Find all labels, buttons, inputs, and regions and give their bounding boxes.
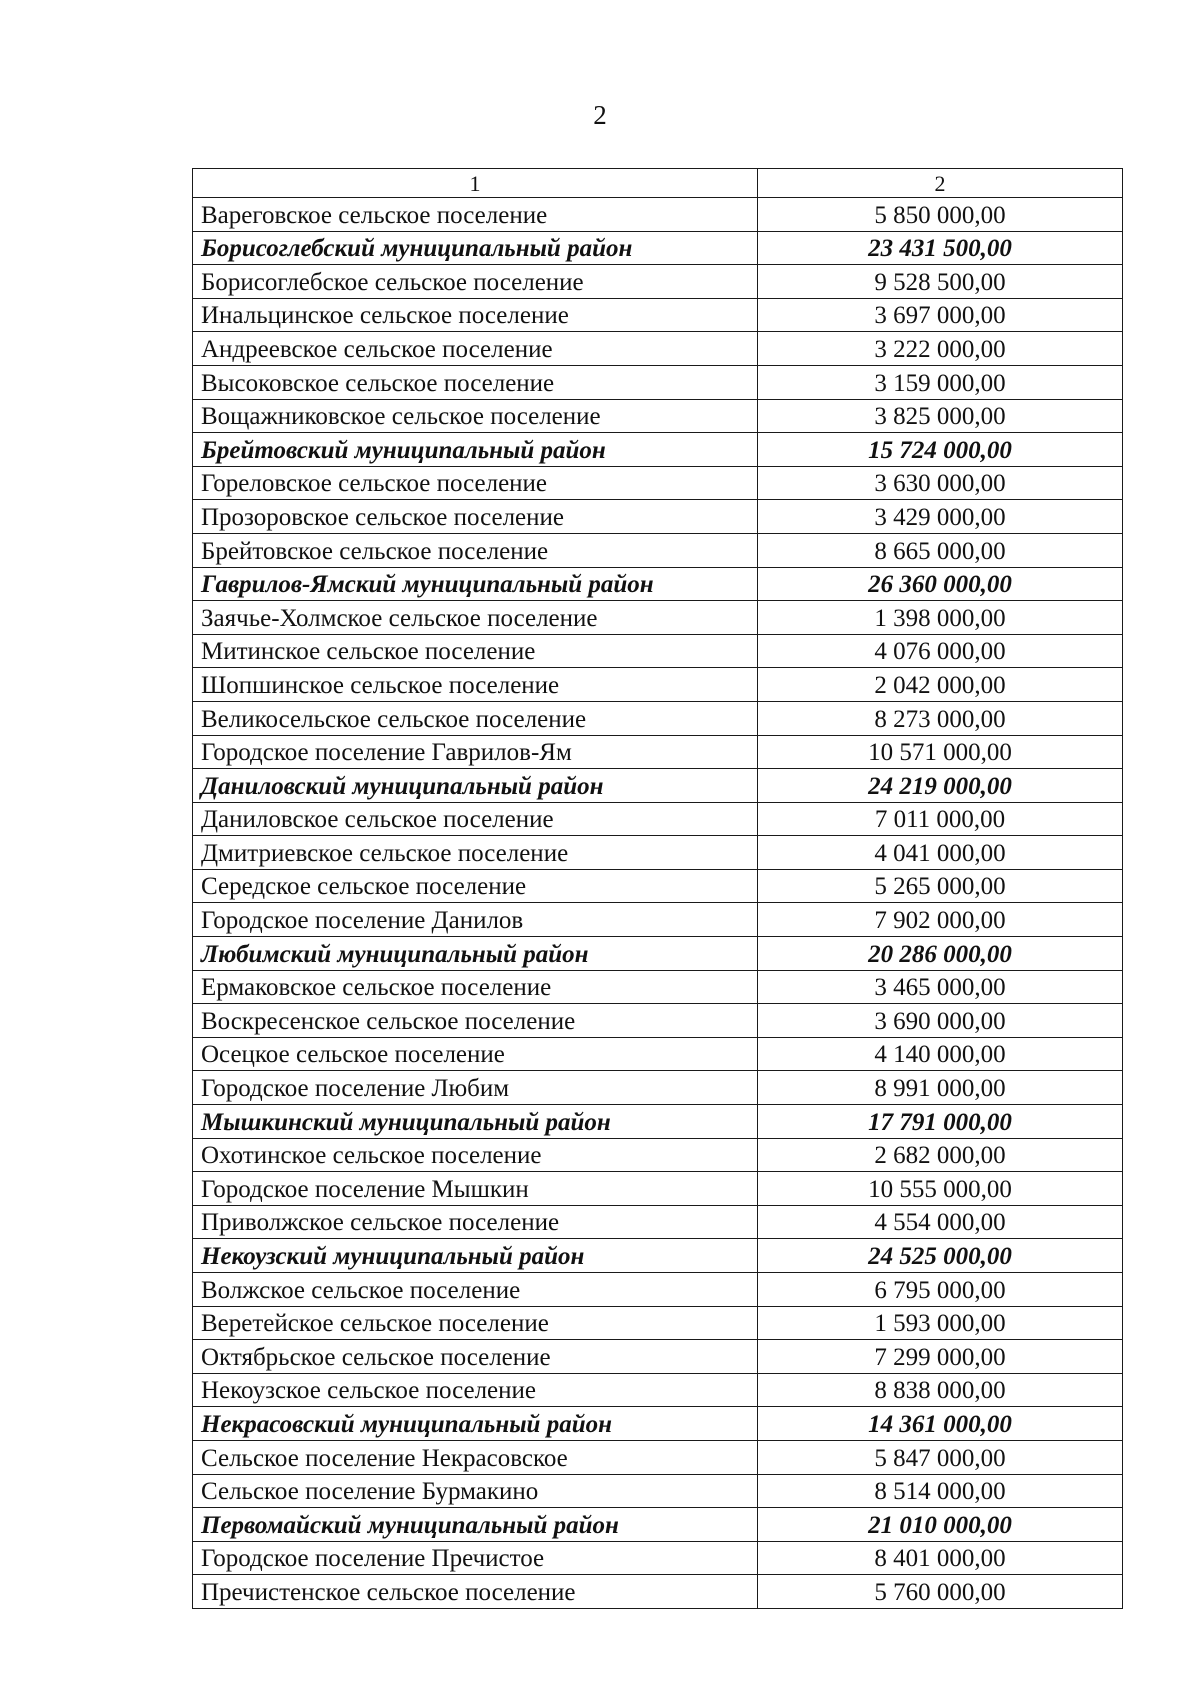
settlement-row: [193, 601, 1123, 635]
settlement-amount: 8 514 000,00: [758, 1474, 1123, 1508]
settlement-amount: 4 554 000,00: [758, 1205, 1123, 1239]
settlement-name: Инальцинское сельское поселение: [193, 298, 758, 332]
settlement-name: Октябрьское сельское поселение: [193, 1340, 758, 1374]
settlement-name: Городское поселение Данилов: [193, 903, 758, 937]
settlement-name: Высоковское сельское поселение: [193, 365, 758, 399]
settlement-row: [193, 466, 1123, 500]
district-amount: 24 525 000,00: [758, 1239, 1123, 1273]
table-header-row: [193, 169, 1123, 198]
district-name: Первомайский муниципальный район: [193, 1508, 758, 1542]
column-header-2: 2: [758, 169, 1123, 198]
district-amount: 24 219 000,00: [758, 769, 1123, 803]
column-header-1: 1: [193, 169, 758, 198]
settlement-amount: 5 265 000,00: [758, 869, 1123, 903]
settlement-name: Митинское сельское поселение: [193, 634, 758, 668]
settlement-row: [193, 668, 1123, 702]
settlement-row: [193, 1071, 1123, 1105]
settlement-name: Городское поселение Гаврилов-Ям: [193, 735, 758, 769]
settlement-amount: 8 991 000,00: [758, 1071, 1123, 1105]
settlement-name: Даниловское сельское поселение: [193, 802, 758, 836]
settlement-amount: 3 429 000,00: [758, 500, 1123, 534]
settlement-row: [193, 1138, 1123, 1172]
settlement-name: Городское поселение Любим: [193, 1071, 758, 1105]
settlement-amount: 3 465 000,00: [758, 970, 1123, 1004]
settlement-amount: 7 011 000,00: [758, 802, 1123, 836]
settlement-row: [193, 1575, 1123, 1609]
district-row: [193, 433, 1123, 467]
settlement-row: [193, 634, 1123, 668]
settlement-amount: 10 571 000,00: [758, 735, 1123, 769]
settlement-amount: 8 401 000,00: [758, 1541, 1123, 1575]
settlement-row: [193, 1004, 1123, 1038]
settlement-amount: 8 665 000,00: [758, 533, 1123, 567]
settlement-amount: 9 528 500,00: [758, 265, 1123, 299]
settlement-amount: 4 041 000,00: [758, 836, 1123, 870]
settlement-row: [193, 198, 1123, 232]
settlement-amount: 2 042 000,00: [758, 668, 1123, 702]
settlement-row: [193, 399, 1123, 433]
settlement-row: [193, 365, 1123, 399]
settlement-row: [193, 1205, 1123, 1239]
district-name: Мышкинский муниципальный район: [193, 1105, 758, 1139]
settlement-row: [193, 1474, 1123, 1508]
settlement-name: Некоузское сельское поселение: [193, 1373, 758, 1407]
settlement-row: [193, 970, 1123, 1004]
settlement-row: [193, 869, 1123, 903]
district-row: [193, 1239, 1123, 1273]
settlement-row: [193, 836, 1123, 870]
district-amount: 20 286 000,00: [758, 937, 1123, 971]
settlement-amount: 8 273 000,00: [758, 701, 1123, 735]
settlement-name: Великосельское сельское поселение: [193, 701, 758, 735]
settlement-row: [193, 332, 1123, 366]
settlement-amount: 2 682 000,00: [758, 1138, 1123, 1172]
settlement-name: Веретейское сельское поселение: [193, 1306, 758, 1340]
settlement-amount: 3 697 000,00: [758, 298, 1123, 332]
settlement-name: Приволжское сельское поселение: [193, 1205, 758, 1239]
settlement-row: [193, 802, 1123, 836]
settlement-name: Прозоровское сельское поселение: [193, 500, 758, 534]
table-body: [193, 169, 1123, 1609]
settlement-row: [193, 1172, 1123, 1206]
settlement-row: [193, 265, 1123, 299]
settlement-amount: 3 222 000,00: [758, 332, 1123, 366]
settlement-name: Городское поселение Мышкин: [193, 1172, 758, 1206]
settlement-name: Середское сельское поселение: [193, 869, 758, 903]
district-amount: 21 010 000,00: [758, 1508, 1123, 1542]
district-amount: 26 360 000,00: [758, 567, 1123, 601]
settlement-amount: 1 593 000,00: [758, 1306, 1123, 1340]
settlement-name: Воскресенское сельское поселение: [193, 1004, 758, 1038]
settlement-name: Сельское поселение Некрасовское: [193, 1440, 758, 1474]
settlement-row: [193, 298, 1123, 332]
settlement-amount: 3 690 000,00: [758, 1004, 1123, 1038]
settlement-amount: 3 630 000,00: [758, 466, 1123, 500]
settlement-amount: 3 159 000,00: [758, 365, 1123, 399]
settlement-amount: 5 760 000,00: [758, 1575, 1123, 1609]
settlement-name: Сельское поселение Бурмакино: [193, 1474, 758, 1508]
page-number: 2: [593, 100, 607, 130]
settlement-amount: 7 902 000,00: [758, 903, 1123, 937]
settlement-row: [193, 903, 1123, 937]
district-name: Гаврилов-Ямский муниципальный район: [193, 567, 758, 601]
district-name: Даниловский муниципальный район: [193, 769, 758, 803]
settlement-amount: 5 850 000,00: [758, 198, 1123, 232]
settlement-name: Вощажниковское сельское поселение: [193, 399, 758, 433]
settlement-row: [193, 1440, 1123, 1474]
district-name: Брейтовский муниципальный район: [193, 433, 758, 467]
district-row: [193, 1407, 1123, 1441]
settlement-name: Заячье-Холмское сельское поселение: [193, 601, 758, 635]
settlement-row: [193, 533, 1123, 567]
district-row: [193, 231, 1123, 265]
district-amount: 17 791 000,00: [758, 1105, 1123, 1139]
district-amount: 14 361 000,00: [758, 1407, 1123, 1441]
settlement-amount: 3 825 000,00: [758, 399, 1123, 433]
settlement-amount: 5 847 000,00: [758, 1440, 1123, 1474]
district-row: [193, 1508, 1123, 1542]
settlement-name: Брейтовское сельское поселение: [193, 533, 758, 567]
district-row: [193, 1105, 1123, 1139]
settlement-name: Волжское сельское поселение: [193, 1273, 758, 1307]
settlement-row: [193, 1037, 1123, 1071]
settlement-amount: 4 140 000,00: [758, 1037, 1123, 1071]
district-name: Некрасовский муниципальный район: [193, 1407, 758, 1441]
district-row: [193, 769, 1123, 803]
settlement-amount: 1 398 000,00: [758, 601, 1123, 635]
settlement-row: [193, 1340, 1123, 1374]
district-name: Некоузский муниципальный район: [193, 1239, 758, 1273]
district-amount: 15 724 000,00: [758, 433, 1123, 467]
settlement-row: [193, 735, 1123, 769]
district-row: [193, 567, 1123, 601]
district-name: Любимский муниципальный район: [193, 937, 758, 971]
settlement-row: [193, 1373, 1123, 1407]
settlement-name: Охотинское сельское поселение: [193, 1138, 758, 1172]
settlement-row: [193, 500, 1123, 534]
settlement-amount: 4 076 000,00: [758, 634, 1123, 668]
allocation-table: [192, 168, 1123, 1609]
settlement-amount: 7 299 000,00: [758, 1340, 1123, 1374]
settlement-name: Пречистенское сельское поселение: [193, 1575, 758, 1609]
settlement-amount: 10 555 000,00: [758, 1172, 1123, 1206]
settlement-name: Борисоглебское сельское поселение: [193, 265, 758, 299]
settlement-name: Осецкое сельское поселение: [193, 1037, 758, 1071]
settlement-name: Ермаковское сельское поселение: [193, 970, 758, 1004]
settlement-name: Городское поселение Пречистое: [193, 1541, 758, 1575]
settlement-amount: 6 795 000,00: [758, 1273, 1123, 1307]
settlement-row: [193, 1306, 1123, 1340]
settlement-name: Гореловское сельское поселение: [193, 466, 758, 500]
settlement-name: Андреевское сельское поселение: [193, 332, 758, 366]
settlement-name: Шопшинское сельское поселение: [193, 668, 758, 702]
settlement-row: [193, 1273, 1123, 1307]
settlement-name: Вареговское сельское поселение: [193, 198, 758, 232]
settlement-row: [193, 1541, 1123, 1575]
district-row: [193, 937, 1123, 971]
settlement-row: [193, 701, 1123, 735]
settlement-amount: 8 838 000,00: [758, 1373, 1123, 1407]
district-amount: 23 431 500,00: [758, 231, 1123, 265]
settlement-name: Дмитриевское сельское поселение: [193, 836, 758, 870]
district-name: Борисоглебский муниципальный район: [193, 231, 758, 265]
